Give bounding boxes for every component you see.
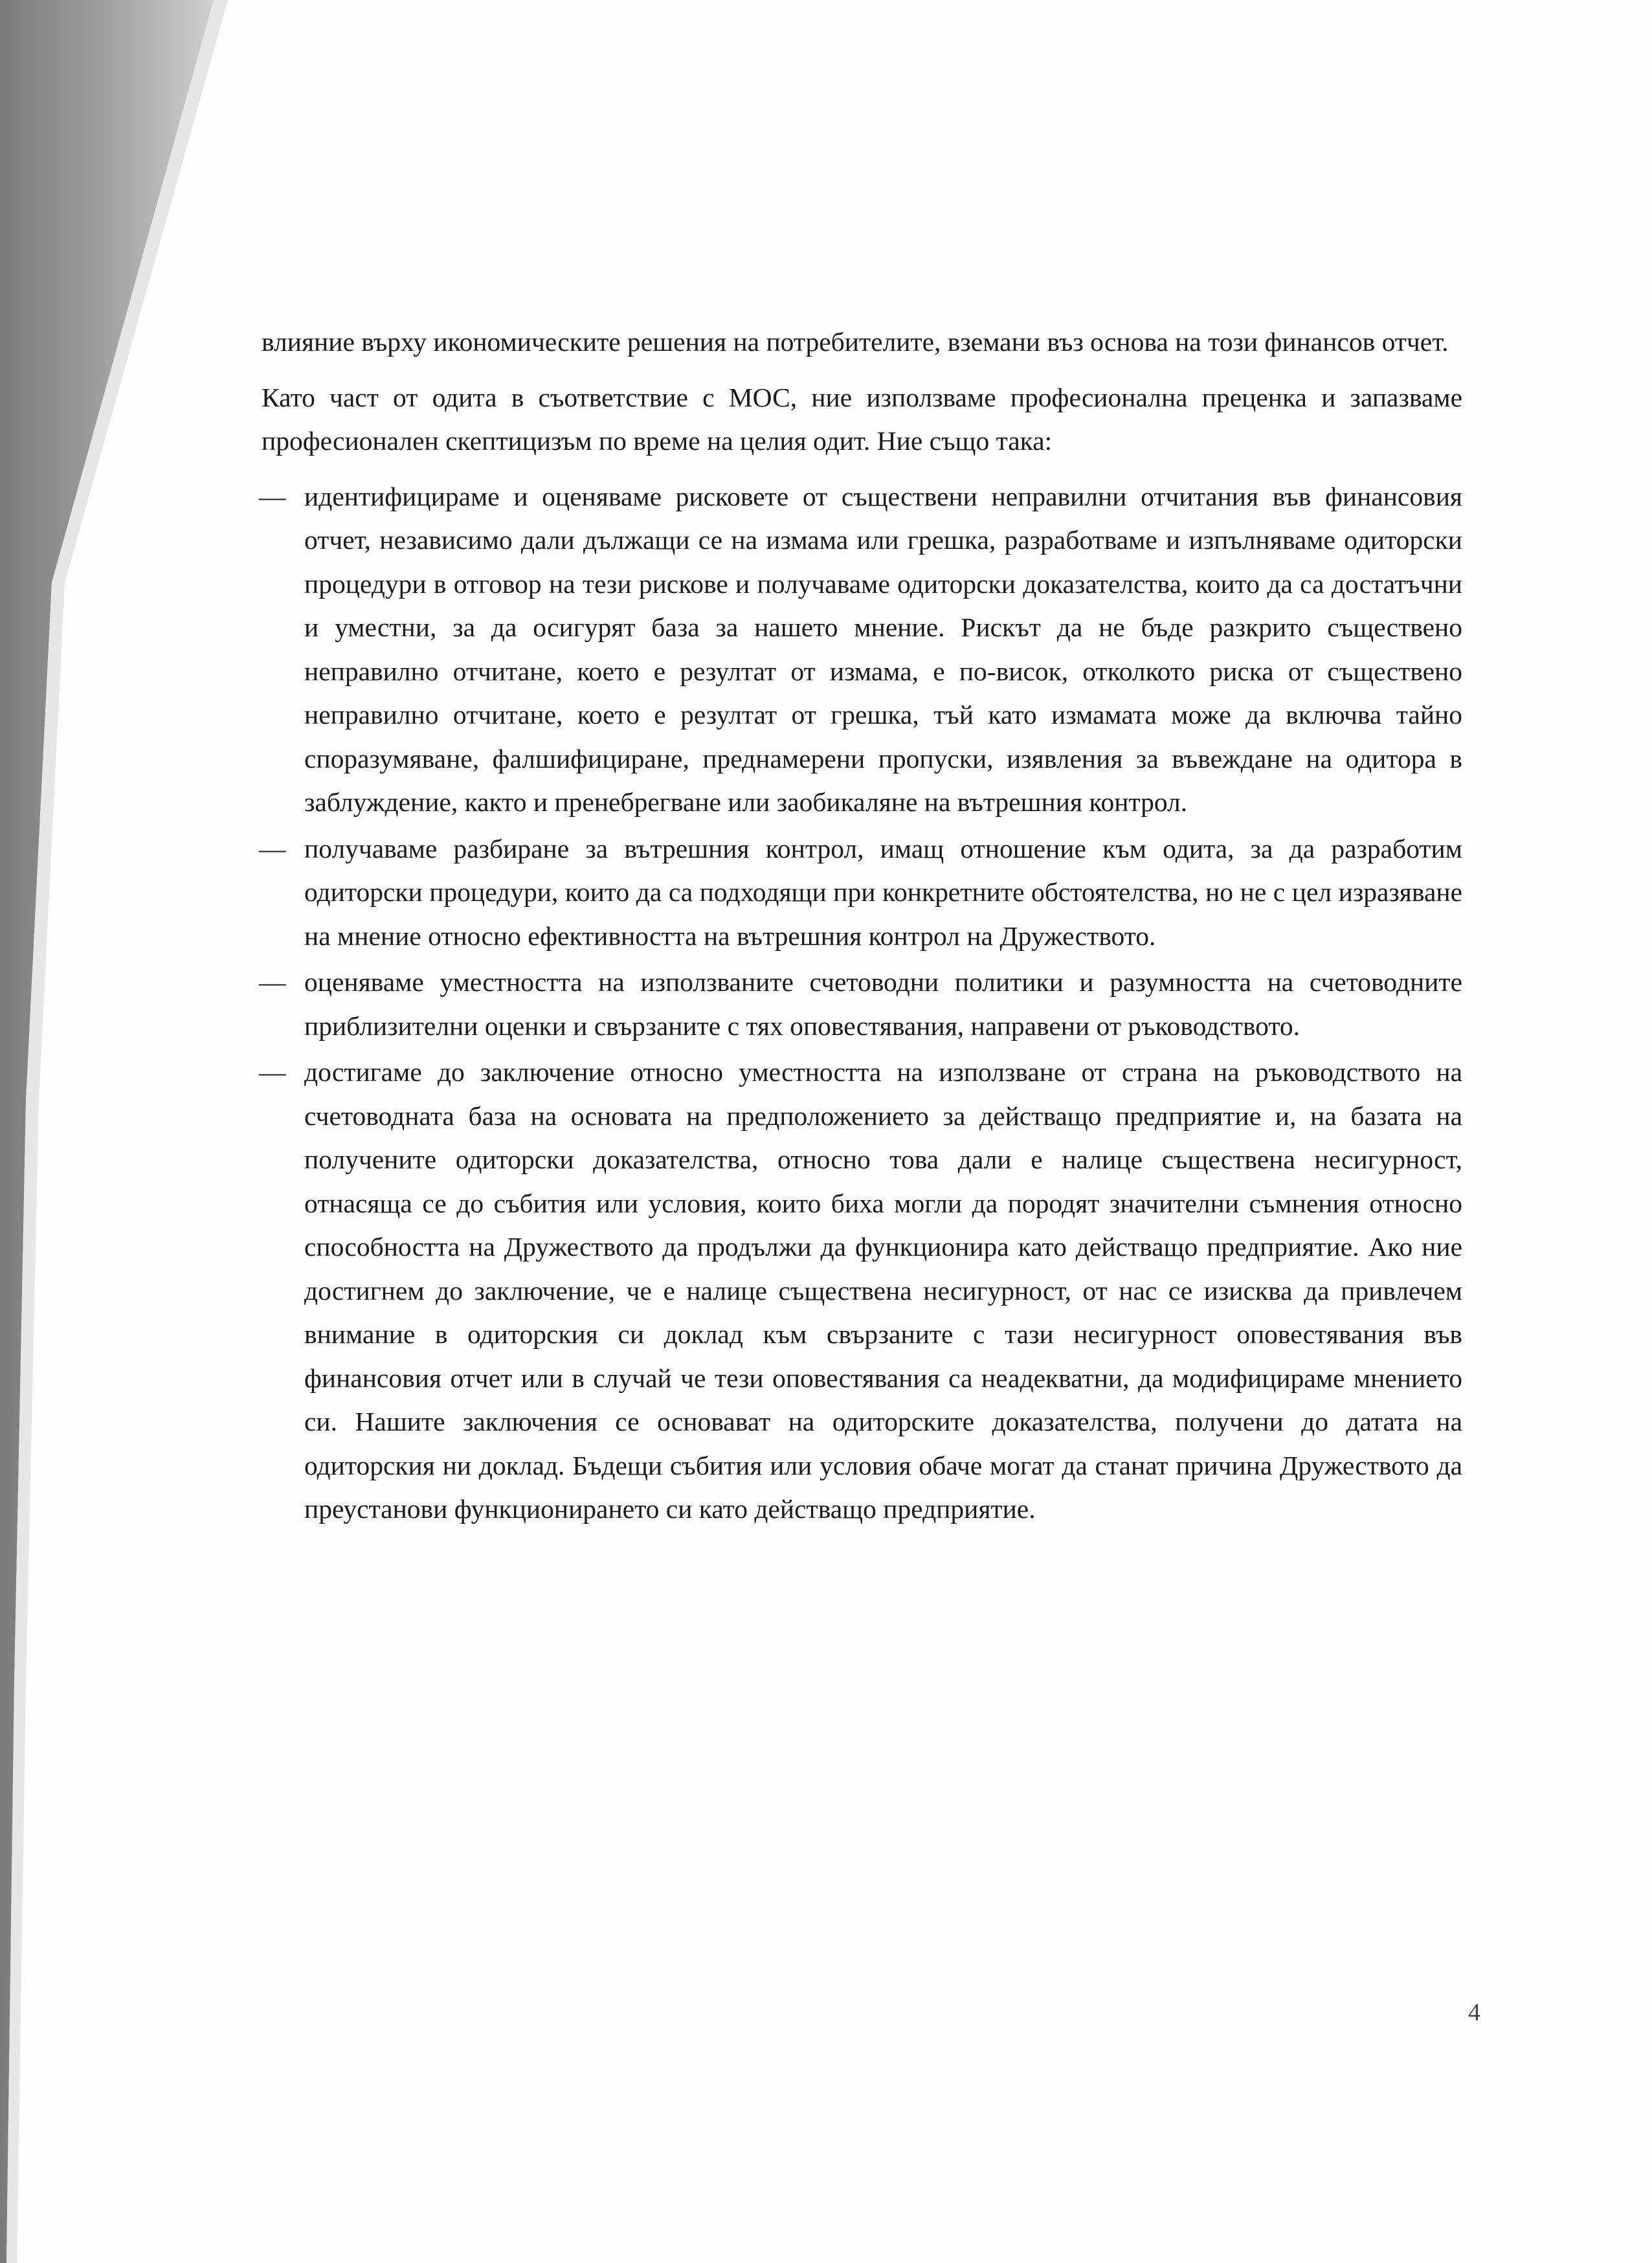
bullet-dash: — bbox=[259, 967, 286, 997]
list-item bbox=[259, 961, 1462, 1048]
audit-procedures-list bbox=[259, 475, 1462, 1532]
list-item-text: получаваме разбиране за вътрешния контрол, имащ отношение към одита, за да разработим одиторски процедури, които да са подходящи при конкретните обстоятелства, но не с цел изразяване на мнение относно ефективността на вътрешния контрол на Дружеството. bbox=[304, 833, 1462, 951]
list-item bbox=[259, 827, 1462, 959]
list-item bbox=[259, 475, 1462, 825]
page-number: 4 bbox=[1468, 1999, 1480, 2026]
paragraph-intro: влияние върху икономическите решения на потребителите, вземани въз основа на този финансов отчет. bbox=[262, 327, 1449, 357]
paragraph-audit-scope: Като част от одита в съответствие с МОС, ние използваме професионална преценка и запазваме професионален скептицизъм по време на целия одит. Ние също така: bbox=[262, 382, 1462, 456]
bullet-dash: — bbox=[259, 481, 286, 511]
bullet-dash: — bbox=[259, 833, 286, 864]
bullet-dash: — bbox=[259, 1057, 286, 1087]
list-item-text: оценяваме уместността на използваните счетоводни политики и разумността на счетоводните приблизителни оценки и свързаните с тях оповестявания, направени от ръководството. bbox=[304, 967, 1462, 1041]
list-item-text: идентифицираме и оценяваме рисковете от съществени неправилни отчитания във финансовия отчет, независимо дали дължащи се на измама или грешка, разработваме и изпълняваме одиторски процедури в отговор на тези рискове и получаваме одиторски доказателства, които да са достатъчни и уместни, за да осигурят база за нашето мнение. Рискът да не бъде разкрито съществено неправилно отчитане, което е резултат от измама, е по-висок, отколкото риска от съществено неправилно отчитане, което е резултат от грешка, тъй като измамата може да включва тайно споразумяване, фалшифициране, преднамерени пропуски, изявления за въвеждане на одитора в заблуждение, както и пренебрегване или заобикаляне на вътрешния контрол. bbox=[304, 481, 1462, 817]
list-item bbox=[259, 1051, 1462, 1532]
list-item-text: достигаме до заключение относно уместността на използване от страна на ръководството на счетоводната база на основата на предположението за действащо предприятие и, на базата на получените одиторски доказателства, относно това дали е налице съществена несигурност, отнасяща се до събития или условия, които биха могли да породят значителни съмнения относно способността на Дружеството да продължи да функционира като действащо предприятие. Ако ние достигнем до заключение, че е налице съществена несигурност, от нас се изисква да привлечем внимание в одиторския си доклад към свързаните с тази несигурност оповестявания във финансовия отчет или в случай че тези оповестявания са неадекватни, да модифицираме мнението си. Нашите заключения се основават на одиторските доказателства, получени до датата на одиторския ни доклад. Бъдещи събития или условия обаче могат да станат причина Дружеството да преустанови функционирането си като действащо предприятие. bbox=[304, 1057, 1462, 1524]
document-body bbox=[259, 320, 1462, 1534]
